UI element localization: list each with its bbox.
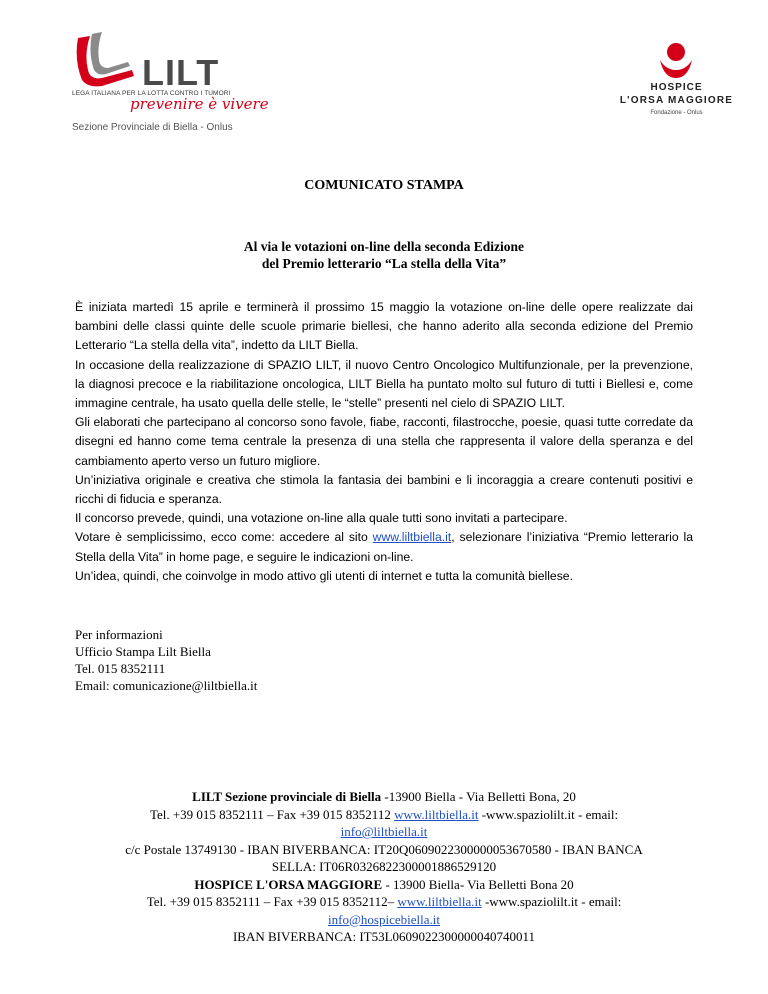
contact-info <box>75 626 257 694</box>
footer-lilt-name: LILT Sezione provinciale di Biella <box>192 789 382 804</box>
paragraph-1: È iniziata martedì 15 aprile e terminerà il prossimo 15 maggio la votazione on-line delle opere realizzate dai bambini delle classi quinte delle scuole primarie biellesi, che hanno aderito alla seconda edizione del Premio Letterario “La stella della vita”, indetto da LILT Biella. <box>75 300 693 353</box>
paragraph-4: Un’iniziativa originale e creativa che stimola la fantasia dei bambini e li incoraggia a creare contenuti positivi e ricchi di fiducia e speranza. <box>75 472 693 507</box>
press-release-title: COMUNICATO STAMPA <box>304 178 464 193</box>
paragraph-6-after: , selezionare l’iniziativa “Premio letterario la Stella della Vita” in home page, e seguire le indicazioni on-line. <box>75 530 693 564</box>
hospice-title: HOSPICE <box>650 82 703 93</box>
footer-lilt-email-line <box>40 823 728 841</box>
footer <box>40 788 728 946</box>
liltbiella-link[interactable]: www.liltbiella.it <box>372 530 452 545</box>
footer-hospice-email-line <box>40 911 728 929</box>
footer-hospice-email-link[interactable]: info@hospicebiella.it <box>328 911 440 927</box>
footer-hospice-contacts <box>40 893 728 911</box>
lilt-logo <box>72 30 269 133</box>
lilt-wordmark: LILT <box>142 52 220 93</box>
hospice-subtitle: L'ORSA MAGGIORE <box>619 95 734 106</box>
footer-hospice-tel: Tel. +39 015 8352111 – Fax +39 015 8352112– <box>146 894 398 909</box>
lilt-tagline: prevenire è vivere <box>130 95 269 113</box>
headline <box>0 238 768 272</box>
lilt-symbol-icon <box>72 30 138 90</box>
paragraph-2: In occasione della realizzazione di SPAZIO LILT, il nuovo Centro Oncologico Multifunzionale, per la prevenzione, la diagnosi precoce e la riabilitazione oncologica, LILT Biella ha puntato molto sul futuro di tutti i Biellesi e, come immagine centrale, ha usato quella delle stelle, le “stelle” presenti nel cielo di SPAZIO LILT. <box>75 357 693 411</box>
info-email: Email: comunicazione@liltbiella.it <box>75 678 258 693</box>
paragraph-6-before: Votare è semplicissimo, ecco come: accedere al sito <box>75 530 373 545</box>
hospice-fondazione: Fondazione - Onlus <box>650 110 703 116</box>
footer-hospice-iban: IBAN BIVERBANCA: IT53L0609022300000040740011 <box>232 929 536 944</box>
info-office: Ufficio Stampa Lilt Biella <box>75 644 211 659</box>
footer-hospice-web2: -www.spaziolilt.it - email: <box>481 894 622 909</box>
footer-hospice-line <box>40 876 728 894</box>
footer-hospice-address: - 13900 Biella- Via Belletti Bona 20 <box>382 876 574 892</box>
footer-lilt-line <box>40 788 728 806</box>
paragraph-5: Il concorso prevede, quindi, una votazione on-line alla quale tutti sono invitati a partecipare. <box>75 511 568 526</box>
footer-lilt-web-link[interactable]: www.liltbiella.it <box>394 806 479 822</box>
footer-lilt-contacts <box>40 806 728 824</box>
footer-lilt-email-link[interactable]: info@liltbiella.it <box>340 824 428 839</box>
footer-lilt-tel: Tel. +39 015 8352111 – Fax +39 015 8352112 <box>149 806 395 822</box>
info-heading: Per informazioni <box>75 627 163 642</box>
lilt-lega-text: LEGA ITALIANA PER LA LOTTA CONTRO I TUMORI <box>72 90 231 97</box>
hospice-symbol-icon <box>658 40 694 80</box>
footer-sella: SELLA: IT06R0326822300001886529120 <box>271 859 497 874</box>
paragraph-7: Un’idea, quindi, che coinvolge in modo attivo gli utenti di internet e tutta la comunità biellese. <box>75 568 573 583</box>
lilt-sezione-text: Sezione Provinciale di Biella - Onlus <box>72 122 233 133</box>
info-phone: Tel. 015 8352111 <box>75 661 166 676</box>
body-text <box>75 298 693 586</box>
paragraph-6 <box>75 528 693 566</box>
footer-lilt-web2: -www.spaziolilt.it - email: <box>478 806 619 822</box>
headline-line-1: Al via le votazioni on-line della seconda Edizione <box>243 239 525 254</box>
footer-hospice-name: HOSPICE L'ORSA MAGGIORE <box>194 876 383 892</box>
footer-lilt-address: -13900 Biella - Via Belletti Bona, 20 <box>381 789 576 804</box>
footer-hospice-web-link[interactable]: www.liltbiella.it <box>397 894 482 909</box>
footer-postale: c/c Postale 13749130 - IBAN BIVERBANCA: IT20Q0609022300000053670580 - IBAN BANCA <box>125 841 643 857</box>
headline-line-2: del Premio letterario “La stella della Vita” <box>261 256 507 271</box>
hospice-logo <box>614 40 764 120</box>
paragraph-3: Gli elaborati che partecipano al concorso sono favole, fiabe, racconti, filastrocche, poesie, quasi tutte corredate da disegni ed hanno come tema centrale la presenza di una stella che rappresenta il valore della speranza e del cambiamento aperto verso un futuro migliore. <box>75 415 693 468</box>
